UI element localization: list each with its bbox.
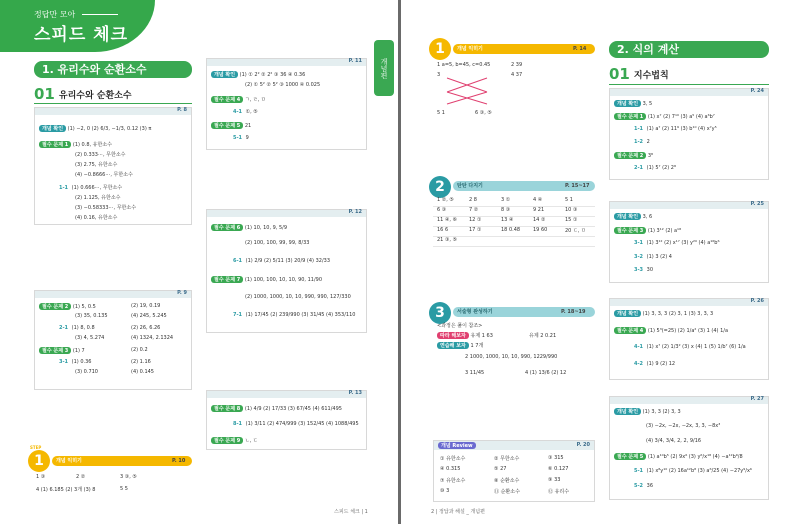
- answer-row: 개념 확인 3, 6: [614, 213, 652, 220]
- answer-row: 필수 문제 3 (1) 7: [39, 347, 85, 354]
- answer-cell: (3) 35, 0.13̇5̇: [75, 313, 108, 319]
- page-ref: P. 25: [750, 201, 764, 207]
- answer-row: 필수 문제 5 (1) a¹⁰b⁵ (2) 9x⁶ (3) y⁶/x¹⁸ (4) −a¹²b⁹/8: [614, 453, 743, 460]
- answer-row: 필수 문제 7 (1) 100, 100, 10, 10, 90, 11/90: [211, 276, 322, 283]
- answer-row: 5-1 9: [233, 135, 249, 141]
- answer-cell: (3) 4, 5.27̇4̇: [75, 335, 105, 341]
- page-ref: P. 15~17: [565, 183, 590, 189]
- answer-row: 필수 문제 2 3⁸: [614, 152, 653, 159]
- answer-cell: 4 (1) 6.18̇5̇ (2) 3개 (3) 8: [36, 487, 96, 493]
- page-ref: P. 9: [177, 290, 187, 296]
- review-item: ① 유한소수: [440, 456, 466, 462]
- answer-row: 4-2 (1) 9 (2) 12: [634, 361, 676, 367]
- answer-cell: 1 ③: [36, 474, 46, 480]
- answer-row: 5-2 36: [634, 483, 654, 489]
- header-subtitle: 정답만 모아: [34, 10, 76, 19]
- subsection-number: 01: [34, 85, 55, 103]
- page-ref: P. 11: [348, 58, 362, 64]
- answer-cell: 6 ③, ⑤: [475, 110, 492, 116]
- answer-row: (3) −0.58333⋯, 무한소수: [75, 205, 137, 211]
- guide-note: <과정은 풀이 참조>: [437, 323, 483, 329]
- answer-cell: (2) 1.16̇: [131, 359, 151, 365]
- answer-row: 개념 확인 3, 5: [614, 100, 652, 107]
- concept-tab: 개념편: [374, 40, 394, 96]
- page-ref: P. 10: [172, 458, 186, 464]
- answer-row: 6-1 (1) 2/9 (2) 5/11 (3) 20/9 (4) 32/33: [233, 258, 331, 264]
- grid-rule: [433, 206, 595, 207]
- review-title: 개념 Review: [438, 442, 476, 449]
- answer-cell: 4 37: [511, 72, 523, 78]
- answer-cell: 3 11/45: [465, 370, 485, 376]
- review-item: ⑪ 순환소수: [494, 489, 520, 495]
- subsection-rule: [609, 84, 769, 85]
- header-title: 스피드 체크: [34, 25, 129, 45]
- answer-row: 3-1 (1) 3¹² (2) x¹⁷ (3) y²⁰ (4) a¹⁶b⁶: [634, 240, 720, 247]
- review-item: ② 무한소수: [494, 456, 520, 462]
- answer-cell: 1 a=5, b=45, c=0.45: [437, 62, 491, 68]
- answer-row: 개념 확인 (1) 3, 3, 3 (2) 3, 1 (3) 3, 3, 3: [614, 310, 713, 317]
- page-footer: 스피드 체크 | 1: [334, 509, 368, 515]
- answer-row: 1-2 2: [634, 139, 650, 145]
- answer-row: 3-3 30: [634, 267, 654, 274]
- answer-row: 3-1 (1) 0.36̇: [59, 359, 92, 365]
- answer-row: 2-1 (1) 8, 0.8̇: [59, 325, 95, 331]
- answer-row: 연습해 보자 1 7개: [437, 342, 483, 349]
- answer-card-p12: [206, 209, 367, 333]
- review-item: ③ 315: [548, 455, 564, 461]
- answer-row: 필수 문제 2 (1) 5, 0.5̇: [39, 303, 96, 310]
- answer-cell: 유제 2 0.2̇1̇: [529, 333, 557, 339]
- step-number-badge: 1: [429, 38, 451, 60]
- page-ref: P. 13: [348, 390, 362, 396]
- answer-row: (3) −2x, −2x, −2x, 3, 3, −8x³: [646, 423, 721, 429]
- step-title: 탄탄 다지기: [453, 181, 595, 191]
- step-number-badge: 2: [429, 176, 451, 198]
- answer-row: (2) 100, 100, 99, 99, 8/33: [245, 240, 310, 246]
- review-item: ⑤ 27: [494, 466, 507, 472]
- answer-card-p13: [206, 390, 367, 450]
- answer-cell: 10 ③: [565, 207, 578, 213]
- answer-cell: 8 ③: [501, 207, 511, 213]
- step-label: STEP: [30, 445, 42, 450]
- answer-row: 필수 문제 8 (1) 4/9 (2) 17/33 (3) 67/45 (4) 611/495: [211, 405, 342, 412]
- page-ref: P. 27: [750, 396, 764, 402]
- answer-row: 3-2 (1) 3 (2) 4: [634, 253, 672, 260]
- answer-row: (4) 3/4, 3/4, 2, 2, 9/16: [646, 438, 702, 444]
- answer-cell: 2 1000, 1000, 10, 10, 990, 1229/990: [465, 354, 558, 360]
- answer-cell: 17 ①: [469, 227, 482, 233]
- answer-card: [609, 396, 769, 500]
- page-ref: P. 20: [576, 442, 590, 448]
- answer-cell: 5 1: [437, 110, 445, 116]
- review-item: ⑥ 0.12̇7̇: [548, 466, 569, 472]
- answer-row: 5-1 (1) x⁸y¹⁰ (2) 16a¹²b⁸ (3) a⁶/25 (4) −27y⁹/x⁶: [634, 468, 752, 474]
- matching-lines: [445, 76, 489, 106]
- answer-cell: 18 0.4̇8̇: [501, 227, 521, 233]
- answer-cell: 5 5: [120, 486, 128, 492]
- answer-cell: 11 ④, ⑥: [437, 217, 458, 223]
- page-ref: P. 26: [750, 298, 764, 304]
- answer-cell: 14 ②: [533, 217, 546, 223]
- answer-cell: 1 ②, ⑤: [437, 197, 454, 203]
- answer-row: 필수 문제 4 ㄱ, ㄹ, ㅁ: [211, 96, 266, 103]
- review-item: ⑫ 유리수: [548, 489, 570, 495]
- subsection-title: 지수법칙: [633, 70, 669, 81]
- answer-row: (2) ① 5² ② 5² ③ 1000 ④ 0.025: [245, 82, 321, 88]
- answer-row: (4) −0.8666⋯, 무한소수: [75, 172, 133, 178]
- review-item: ⑧ 순환소수: [494, 478, 520, 484]
- answer-cell: 2 ②: [76, 474, 86, 480]
- section-title: 1. 유리수와 순환소수: [34, 61, 192, 78]
- answer-card-p8: [34, 107, 192, 225]
- answer-row: 필수 문제 5 21: [211, 122, 251, 129]
- answer-cell: 7 ②: [469, 207, 479, 213]
- step-title: 서술형 완성하기: [453, 307, 595, 317]
- answer-row: 필수 문제 6 (1) 10, 10, 9, 5/9: [211, 224, 287, 231]
- subsection-heading: [34, 86, 132, 102]
- answer-cell: 16 6: [437, 227, 449, 233]
- answer-cell: 12 ①: [469, 217, 482, 223]
- answer-row: (2) 0.333⋯, 무한소수: [75, 152, 126, 158]
- grid-rule: [433, 226, 595, 227]
- answer-row: 개념 확인 (1) −2, 0 (2) 6/3, −1/3, 0.12 (3) π: [39, 125, 151, 132]
- answer-row: 필수 문제 9 ㄴ, ㄷ: [211, 437, 258, 444]
- answer-cell: (4) 245, 5.24̇5̇: [131, 313, 167, 319]
- subsection-rule: [34, 103, 192, 104]
- answer-cell: 4 ④: [533, 197, 543, 203]
- step-number-badge: 1: [28, 450, 50, 472]
- page-ref: P. 8: [177, 107, 187, 113]
- answer-row: (4) 0.16, 유한소수: [75, 215, 118, 221]
- answer-cell: (2) 26, 6.2̇6̇: [131, 325, 161, 331]
- answer-row: 개념 확인 (1) 3, 3 (2) 3, 3: [614, 408, 681, 415]
- answer-cell: 19 60: [533, 227, 548, 233]
- answer-row: 필수 문제 3 (1) 3¹² (2) a¹⁸: [614, 227, 681, 234]
- grid-rule: [433, 246, 595, 247]
- answer-row: 2-1 (1) 5⁷ (2) 2⁸: [634, 165, 676, 171]
- answer-cell: 20 ㄷ, ㅁ: [565, 228, 586, 234]
- review-item: ⑦ 유한소수: [440, 478, 466, 484]
- answer-row: 개념 확인 (1) ① 2² ② 2² ③ 36 ④ 0.36: [211, 71, 305, 78]
- page-ref: P. 24: [750, 88, 764, 94]
- answer-cell: 2 39: [511, 62, 523, 68]
- answer-card-p9: [34, 290, 192, 390]
- answer-row: 8-1 (1) 3/11 (2) 474/999 (3) 152/45 (4) 1088/495: [233, 421, 359, 427]
- answer-cell: 6 ③: [437, 207, 447, 213]
- answer-cell: (4) 1324, 2.1̇32̇4̇: [131, 335, 174, 341]
- answer-card-p11: [206, 58, 367, 150]
- subsection-heading: [609, 66, 669, 82]
- answer-row: 따라 해보자 유제 1 63: [437, 332, 493, 339]
- answer-card: [609, 201, 769, 283]
- answer-row: 4-1 (1) x⁷ (2) 1/3² (3) x (4) 1 (5) 1/b⁷ (6) 1/a: [634, 344, 746, 350]
- review-item: ⑩ 3: [440, 488, 450, 494]
- subsection-number: 01: [609, 65, 630, 83]
- answer-row: (3) 2.75, 유한소수: [75, 162, 118, 168]
- right-page: [401, 0, 798, 524]
- page-footer: 2 | 정답과 해설 _ 개념편: [431, 509, 485, 515]
- answer-row: (2) 1.125, 유한소수: [75, 195, 121, 201]
- answer-cell: 3 ③, ⑤: [120, 474, 137, 480]
- answer-cell: 15 ①: [565, 217, 578, 223]
- answer-row: 필수 문제 1 (1) 0.8, 유한소수: [39, 141, 112, 148]
- section-title: 2. 식의 계산: [609, 41, 769, 58]
- answer-cell: 2 8: [469, 197, 477, 203]
- step-title: 개념 익히기: [453, 44, 595, 54]
- answer-cell: 9 21: [533, 207, 545, 213]
- answer-cell: 3: [437, 72, 441, 78]
- answer-row: 1-1 (1) 0.666⋯, 무한소수: [59, 185, 123, 191]
- answer-cell: (2) 19, 0.1̇9̇: [131, 303, 161, 309]
- step-title: 개념 익히기: [52, 456, 192, 466]
- review-item: ⑨ 33: [548, 477, 561, 483]
- answer-cell: (3) 0.71̇0̇: [75, 369, 98, 375]
- answer-cell: 13 ④: [501, 217, 514, 223]
- review-card: [433, 440, 595, 502]
- answer-cell: (2) 0.2̇: [131, 347, 148, 353]
- answer-cell: 3 ①: [501, 197, 511, 203]
- answer-row: 필수 문제 1 (1) x⁷ (2) 7¹⁰ (3) a⁵ (4) a⁶b⁷: [614, 113, 715, 120]
- header-rule: [82, 14, 118, 15]
- answer-cell: 4 (1) 13/6 (2) 12: [525, 370, 567, 376]
- answer-row: 1-1 (1) a⁷ (2) 11⁹ (3) b¹⁰ (4) x⁷y⁵: [634, 126, 717, 132]
- answer-card: [609, 88, 769, 180]
- answer-cell: 5 1: [565, 197, 573, 203]
- answer-row: 필수 문제 4 (1) 5³(=25) (2) 1/a² (3) 1 (4) 1/a: [614, 327, 728, 334]
- page-ref: P. 14: [573, 46, 587, 52]
- grid-rule: [433, 216, 595, 217]
- answer-row: 7-1 (1) 17/45 (2) 239/990 (3) 31/45 (4) 353/110: [233, 312, 356, 318]
- grid-rule: [433, 236, 595, 237]
- answer-cell: (4) 0.14̇5̇: [131, 369, 154, 375]
- step-number-badge: 3: [429, 302, 451, 324]
- answer-cell: 21 ③, ⑤: [437, 237, 458, 243]
- answer-card: [609, 298, 769, 380]
- page-ref: P. 12: [348, 209, 362, 215]
- answer-row: 4-1 ①, ⑤: [233, 109, 258, 115]
- answer-row: (2) 1000, 1000, 10, 10, 990, 990, 127/330: [245, 294, 351, 300]
- subsection-title: 유리수와 순환소수: [58, 90, 132, 101]
- review-item: ④ 0.31̇5̇: [440, 466, 461, 472]
- page-ref: P. 18~19: [561, 309, 586, 315]
